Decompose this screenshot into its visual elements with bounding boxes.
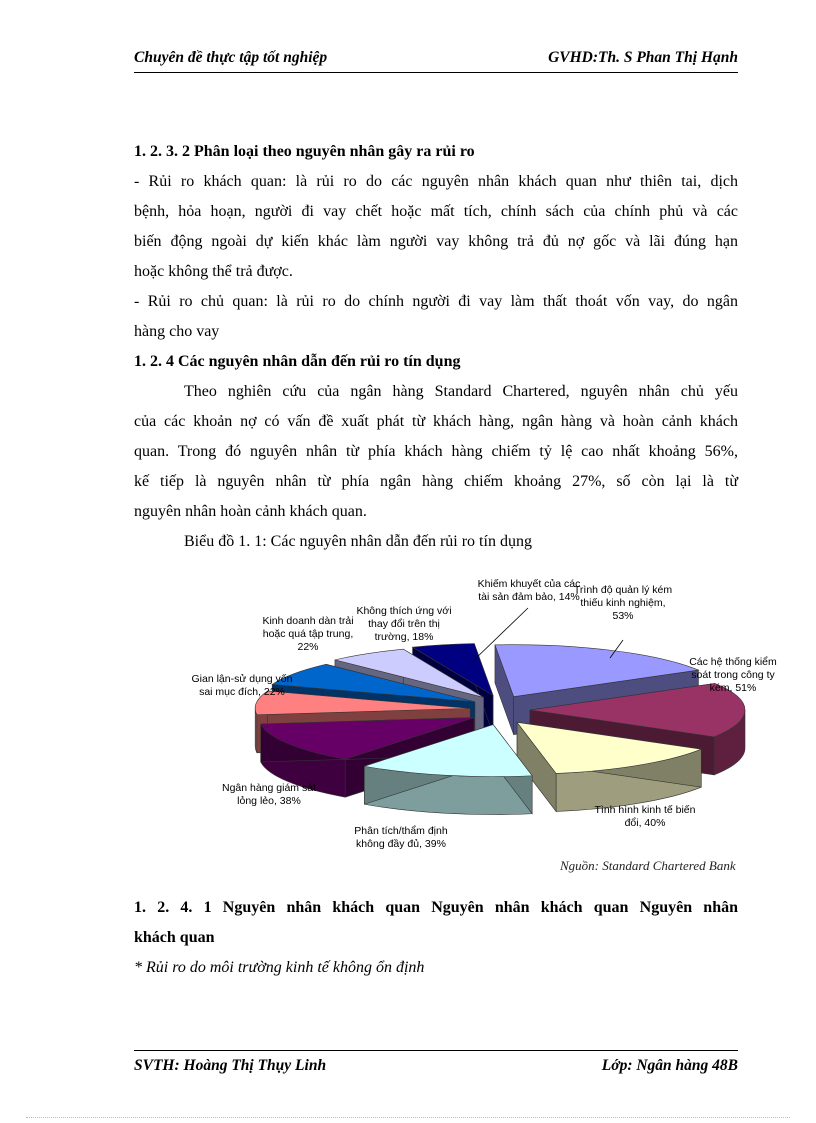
footer-class: Lớp: Ngân hàng 48B	[601, 1057, 738, 1074]
pie-label-1: Trình độ quản lý kém thiếu kinh nghiệm, 53%	[573, 584, 673, 622]
list-item: * Rủi ro do môi trường kinh tế không ổn định	[134, 959, 425, 976]
page-edge	[26, 1117, 790, 1118]
paragraph-line: bệnh, hỏa hoạn, người đi vay chết hoặc mất tích, chính sách của chính phủ và các	[134, 203, 738, 220]
paragraph-line: quan. Trong đó nguyên nhân từ phía khách hàng chiếm tỷ lệ cao nhất khoảng 56%,	[134, 443, 738, 460]
paragraph-line: của các khoản nợ có vấn đề xuất phát từ khách hàng, ngân hàng và hoàn cảnh khách	[134, 413, 738, 430]
pie-label-7: Kinh doanh dàn trải hoặc quá tập trung, 22%	[262, 615, 354, 653]
pie-label-6: Gian lận-sử dụng vốn sai mục đích, 22%	[191, 673, 293, 698]
pie-label-8: Không thích ứng với thay đổi trên thị trường, 18%	[356, 605, 452, 643]
paragraph-line: nguyên nhân hoàn cảnh khách quan.	[134, 503, 367, 520]
paragraph-line: hàng cho vay	[134, 323, 220, 340]
section-heading: 1. 2. 3. 2 Phân loại theo nguyên nhân gây ra rủi ro	[134, 143, 475, 160]
page-footer	[134, 1057, 738, 1075]
paragraph-line: Theo nghiên cứu của ngân hàng Standard Chartered, nguyên nhân chủ yếu	[184, 383, 738, 400]
paragraph-line: - Rủi ro chủ quan: là rủi ro do chính người đi vay làm thất thoát vốn vay, do ngân	[134, 293, 738, 310]
footer-rule	[134, 1050, 738, 1051]
paragraph-line: kế tiếp là nguyên nhân từ phía ngân hàng chiếm khoảng 27%, số còn lại là từ	[134, 473, 738, 490]
paragraph-line: biến động ngoài dự kiến khác làm người vay không trả đủ nợ gốc và lãi đúng hạn	[134, 233, 738, 250]
chart-source: Nguồn: Standard Chartered Bank	[560, 858, 736, 873]
pie-label-5: Ngân hàng giám sát lỏng lẻo, 38%	[222, 782, 316, 807]
pie-label-9: Khiếm khuyết của các tài sản đảm bảo, 14%	[477, 578, 581, 603]
section-heading: 1. 2. 4. 1 Nguyên nhân khách quan Nguyên nhân khách quan Nguyên nhân	[134, 899, 738, 916]
header-supervisor: GVHD:Th. S Phan Thị Hạnh	[548, 49, 738, 66]
footer-author: SVTH: Hoàng Thị Thụy Linh	[134, 1057, 327, 1074]
section-heading: 1. 2. 4 Các nguyên nhân dẫn đến rủi ro tín dụng	[134, 353, 461, 370]
section-objective-causes	[134, 893, 738, 983]
paragraph-line: - Rủi ro khách quan: là rủi ro do các nguyên nhân khách quan như thiên tai, dịch	[134, 173, 738, 190]
header-title: Chuyên đề thực tập tốt nghiệp	[134, 49, 328, 66]
pie-label-3: Tình hình kinh tế biến đổi, 40%	[594, 804, 696, 829]
figure-caption: Biểu đồ 1. 1: Các nguyên nhân dẫn đến rủi ro tín dụng	[184, 533, 532, 550]
section-heading: khách quan	[134, 929, 215, 946]
paragraph-line: hoặc không thể trả được.	[134, 263, 293, 280]
pie-label-2: Các hệ thống kiểm soát trong công ty kém, 51%	[689, 656, 777, 694]
pie-label-4: Phân tích/thẩm định không đầy đủ, 39%	[354, 825, 448, 850]
